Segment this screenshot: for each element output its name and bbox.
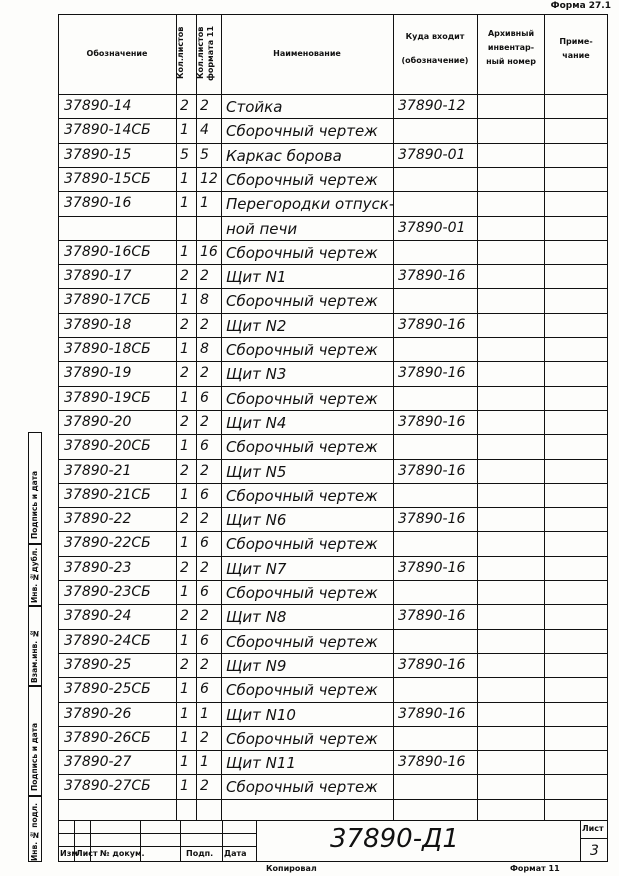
row-sheets-format: 1 <box>200 754 209 771</box>
row-designation: 37890-18 <box>64 316 132 333</box>
row-divider <box>58 191 608 192</box>
header-archive-2: инвентар- <box>487 43 535 52</box>
row-designation: 37890-24СБ <box>64 632 151 649</box>
row-designation: 37890-22 <box>64 511 132 528</box>
row-sheets-count: 2 <box>180 559 189 576</box>
document-code: 37890-Д1 <box>330 824 459 854</box>
row-name: Сборочный чертеж <box>226 292 378 311</box>
row-sheets-count: 2 <box>180 316 189 333</box>
row-divider <box>58 410 608 411</box>
col-line-3 <box>221 14 222 820</box>
row-designation: 37890-16 <box>64 195 132 212</box>
row-sheets-format: 4 <box>200 122 209 139</box>
row-where-used: 37890-12 <box>398 98 466 114</box>
row-sheets-count: 1 <box>180 170 189 187</box>
row-sheets-format: 2 <box>200 413 209 430</box>
row-name: Щит N7 <box>226 559 287 578</box>
form-label: Форма 27.1 <box>550 1 611 11</box>
row-name: Сборочный чертеж <box>226 584 378 602</box>
side-box-inv-podl <box>28 796 42 862</box>
row-sheets-format: 2 <box>200 729 209 746</box>
side-label-sign-date-1: Подпись и дата <box>30 470 39 539</box>
row-designation: 37890-19СБ <box>64 389 151 406</box>
row-sheets-count: 1 <box>180 341 189 357</box>
row-designation: 37890-21 <box>64 462 132 479</box>
row-sheets-count: 2 <box>180 608 189 625</box>
row-name: Щит N3 <box>226 365 287 384</box>
row-sheets-count: 1 <box>180 754 189 771</box>
row-sheets-format: 6 <box>200 438 209 455</box>
header-designation: Обозначение <box>86 49 148 58</box>
row-divider <box>58 240 608 241</box>
row-name: Сборочный чертеж <box>226 486 378 505</box>
row-sheets-count: 1 <box>180 389 189 406</box>
row-divider <box>58 143 608 144</box>
row-divider <box>58 677 608 678</box>
side-label-inv-dubl: Инв. №дубл. <box>30 547 39 603</box>
row-divider <box>58 580 608 581</box>
row-designation: 37890-19 <box>64 365 132 382</box>
row-name: Щит N9 <box>226 656 287 675</box>
row-divider <box>58 264 608 265</box>
header-note-1: Приме- <box>559 37 593 46</box>
row-name: Щит N2 <box>226 316 287 335</box>
row-sheets-format: 8 <box>200 292 209 309</box>
row-divider <box>58 604 608 605</box>
row-divider <box>58 702 608 703</box>
side-box-sign-date-2 <box>28 686 42 796</box>
row-designation: 37890-22СБ <box>64 535 151 552</box>
row-divider <box>58 361 608 362</box>
title-block-row-line <box>58 833 256 834</box>
tb-data: Дата <box>224 849 247 858</box>
row-name: Сборочный чертеж <box>226 681 378 700</box>
title-block-row-line <box>58 846 256 847</box>
row-divider <box>58 629 608 630</box>
tb-sheet-line <box>580 838 608 839</box>
row-designation: 37890-18СБ <box>64 341 151 357</box>
row-sheets-count: 2 <box>180 98 189 114</box>
row-designation: 37890-16СБ <box>64 243 151 260</box>
row-sheets-count: 5 <box>180 146 189 163</box>
tb-podp: Подп. <box>186 849 214 858</box>
side-label-inv-podl: Инв. № подл. <box>30 802 39 861</box>
row-sheets-format: 5 <box>200 146 209 163</box>
row-name: Перегородки отпуск- <box>226 195 395 214</box>
row-where-used: 37890-16 <box>398 656 466 673</box>
row-where-used: 37890-01 <box>398 146 466 163</box>
row-divider <box>58 288 608 289</box>
header-sheets-count: Кол.листов <box>176 26 185 80</box>
row-name: Сборочный чертеж <box>226 535 378 554</box>
row-name: Сборочный чертеж <box>226 729 378 748</box>
tb-doc-no: № докум. <box>100 849 145 858</box>
row-sheets-count: 1 <box>180 486 189 503</box>
row-sheets-count: 2 <box>180 365 189 382</box>
row-where-used: 37890-16 <box>398 268 466 285</box>
row-sheets-format: 2 <box>200 559 209 576</box>
col-line-5 <box>477 14 478 820</box>
row-name: ной печи <box>226 219 298 238</box>
row-designation: 37890-25 <box>64 656 132 673</box>
row-sheets-format: 2 <box>200 511 209 528</box>
header-archive-1: Архивный <box>487 29 535 38</box>
tb-list: Лист <box>76 849 98 858</box>
side-label-vzam-inv: Взам.инв. № <box>30 629 39 683</box>
row-sheets-format: 1 <box>200 705 209 722</box>
row-where-used: 37890-16 <box>398 462 466 479</box>
row-sheets-count: 1 <box>180 632 189 649</box>
row-where-used: 37890-16 <box>398 559 466 576</box>
row-sheets-count: 1 <box>180 195 189 212</box>
row-sheets-format: 6 <box>200 486 209 503</box>
tb-col <box>256 820 257 862</box>
row-divider <box>58 653 608 654</box>
tb-col <box>580 820 581 862</box>
row-sheets-format: 6 <box>200 584 209 600</box>
row-sheets-format: 2 <box>200 608 209 625</box>
row-divider <box>58 386 608 387</box>
row-name: Стойка <box>226 98 283 116</box>
row-where-used: 37890-01 <box>398 219 466 236</box>
row-designation: 37890-27 <box>64 754 132 771</box>
row-divider <box>58 434 608 435</box>
row-designation: 37890-23 <box>64 559 132 576</box>
row-designation: 37890-15 <box>64 146 132 163</box>
side-box-sign-date-1 <box>28 432 42 544</box>
row-name: Щит N5 <box>226 462 287 481</box>
row-designation: 37890-17 <box>64 268 132 285</box>
row-sheets-count: 2 <box>180 268 189 285</box>
row-designation: 37890-14 <box>64 98 132 114</box>
row-where-used: 37890-16 <box>398 705 466 722</box>
row-sheets-format: 2 <box>200 316 209 333</box>
row-sheets-format: 6 <box>200 389 209 406</box>
row-designation: 37890-25СБ <box>64 681 151 698</box>
row-where-used: 37890-16 <box>398 608 466 625</box>
row-where-used: 37890-16 <box>398 365 466 382</box>
row-divider <box>58 313 608 314</box>
row-sheets-format: 2 <box>200 268 209 285</box>
row-designation: 37890-15СБ <box>64 170 151 187</box>
header-name: Наименование <box>273 49 341 58</box>
row-sheets-format: 6 <box>200 632 209 649</box>
row-sheets-count: 1 <box>180 705 189 722</box>
row-sheets-format: 2 <box>200 365 209 382</box>
header-where-used: Куда входит <box>405 32 465 41</box>
tb-format: Формат 11 <box>510 864 560 873</box>
row-name: Сборочный чертеж <box>226 778 378 797</box>
tb-col <box>180 820 181 862</box>
row-sheets-format: 1 <box>200 195 209 212</box>
row-divider <box>58 774 608 775</box>
tb-copied: Копировал <box>266 864 317 873</box>
row-name: Щит N4 <box>226 413 287 432</box>
row-sheets-format: 2 <box>200 656 209 673</box>
row-name: Щит N1 <box>226 268 287 287</box>
row-sheets-format: 12 <box>200 170 218 187</box>
row-where-used: 37890-16 <box>398 754 466 771</box>
row-divider <box>58 507 608 508</box>
row-where-used: 37890-16 <box>398 511 466 528</box>
row-where-used: 37890-16 <box>398 413 466 430</box>
row-name: Сборочный чертеж <box>226 341 378 359</box>
tb-sheet-label: Лист <box>582 824 604 833</box>
row-divider <box>58 556 608 557</box>
tb-col <box>222 820 223 862</box>
row-divider <box>58 167 608 168</box>
row-sheets-count: 1 <box>180 243 189 260</box>
row-sheets-format: 2 <box>200 98 209 114</box>
row-sheets-count: 2 <box>180 511 189 528</box>
row-divider <box>58 483 608 484</box>
row-name: Сборочный чертеж <box>226 170 378 189</box>
side-box-inv-dubl <box>28 544 42 606</box>
row-name: Щит N11 <box>226 754 296 773</box>
row-sheets-count: 1 <box>180 681 189 698</box>
row-designation: 37890-24 <box>64 608 132 625</box>
row-name: Сборочный чертеж <box>226 438 378 457</box>
row-sheets-format: 8 <box>200 341 209 357</box>
tb-izm: Изм <box>60 849 78 858</box>
row-sheets-format: 2 <box>200 778 209 795</box>
row-designation: 37890-14СБ <box>64 122 151 139</box>
row-sheets-count: 1 <box>180 122 189 139</box>
row-divider <box>58 337 608 338</box>
row-divider <box>58 459 608 460</box>
header-where-used-sub: (обозначение) <box>401 56 469 65</box>
row-divider <box>58 118 608 119</box>
header-note-2: чание <box>562 51 590 60</box>
row-designation: 37890-27СБ <box>64 778 151 795</box>
col-line-2 <box>196 14 197 820</box>
row-sheets-count: 1 <box>180 535 189 552</box>
row-sheets-format: 6 <box>200 681 209 698</box>
row-sheets-format: 2 <box>200 462 209 479</box>
row-name: Сборочный чертеж <box>226 389 378 408</box>
col-line-4 <box>393 14 394 820</box>
row-sheets-count: 1 <box>180 292 189 309</box>
col-line-1 <box>176 14 177 820</box>
header-archive-3: ный номер <box>486 57 536 66</box>
row-sheets-count: 1 <box>180 729 189 746</box>
row-name: Щит N8 <box>226 608 287 627</box>
header-sheets-format: Кол.листов формата 11 <box>196 25 215 81</box>
row-designation: 37890-17СБ <box>64 292 151 309</box>
row-designation: 37890-23СБ <box>64 584 151 600</box>
row-designation: 37890-26СБ <box>64 729 151 746</box>
side-label-sign-date-2: Подпись и дата <box>30 722 39 791</box>
row-sheets-count: 2 <box>180 462 189 479</box>
col-line-6 <box>544 14 545 820</box>
header-bottom-line <box>58 94 608 95</box>
row-sheets-count: 2 <box>180 413 189 430</box>
row-name: Щит N6 <box>226 511 287 530</box>
row-divider <box>58 799 608 800</box>
row-sheets-count: 1 <box>180 438 189 455</box>
row-name: Сборочный чертеж <box>226 243 378 262</box>
side-box-vzam-inv <box>28 606 42 686</box>
row-name: Щит N10 <box>226 705 296 724</box>
row-divider <box>58 750 608 751</box>
row-divider <box>58 726 608 727</box>
row-divider <box>58 531 608 532</box>
row-name: Сборочный чертеж <box>226 122 378 141</box>
row-sheets-count: 1 <box>180 584 189 600</box>
row-designation: 37890-20 <box>64 413 132 430</box>
row-sheets-count: 1 <box>180 778 189 795</box>
tb-sheet-no: 3 <box>590 843 599 859</box>
row-sheets-count: 2 <box>180 656 189 673</box>
row-divider <box>58 216 608 217</box>
row-designation: 37890-26 <box>64 705 132 722</box>
row-where-used: 37890-16 <box>398 316 466 333</box>
row-sheets-format: 6 <box>200 535 209 552</box>
row-designation: 37890-20СБ <box>64 438 151 455</box>
row-sheets-format: 16 <box>200 243 218 260</box>
row-name: Сборочный чертеж <box>226 632 378 651</box>
row-designation: 37890-21СБ <box>64 486 151 503</box>
row-name: Каркас борова <box>226 146 342 165</box>
